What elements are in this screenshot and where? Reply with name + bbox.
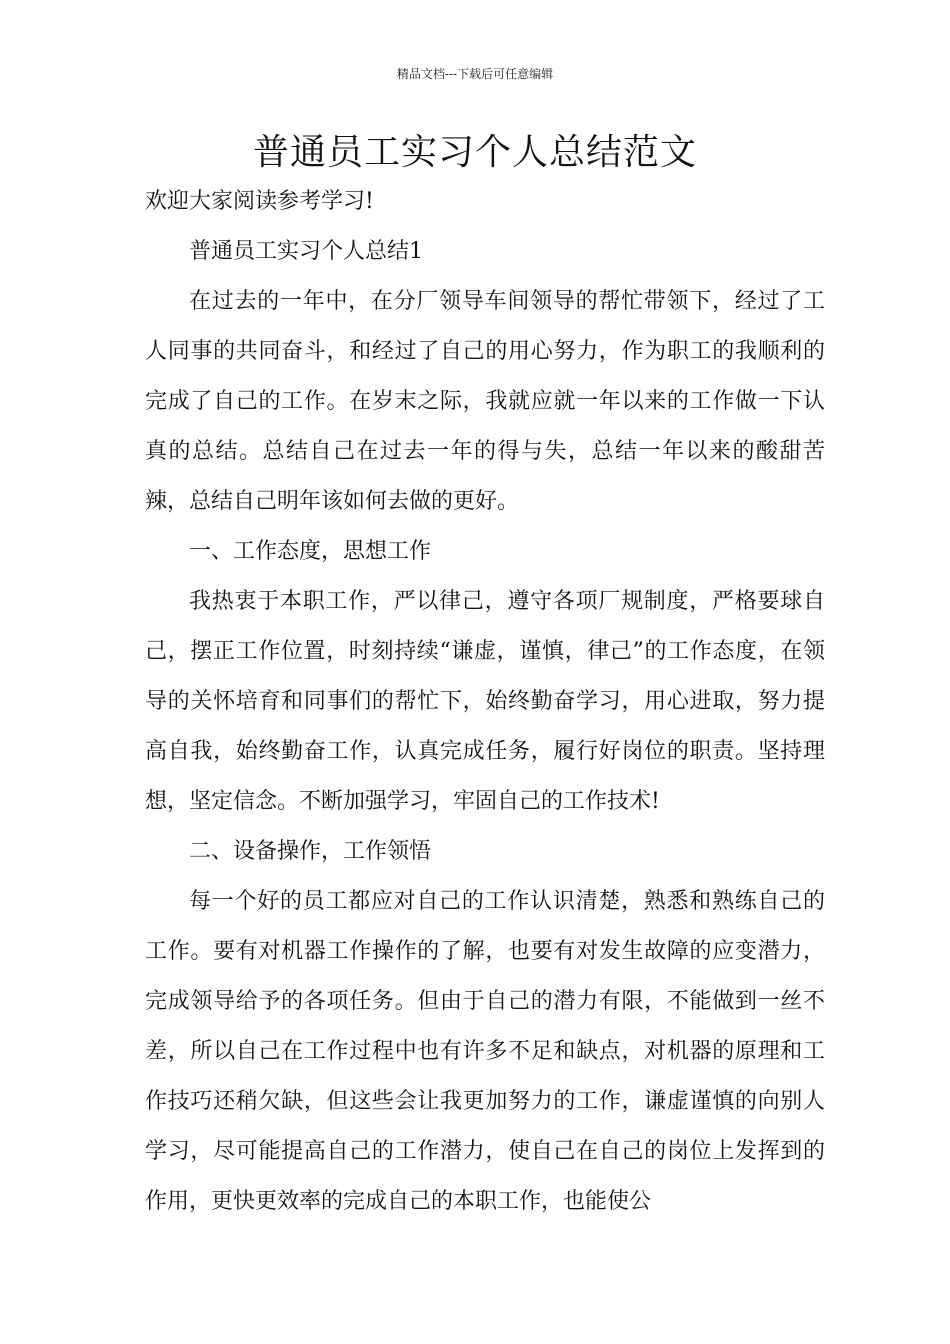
document-body xyxy=(145,177,825,1227)
section-heading-equipment: 二、设备操作，工作领悟 xyxy=(189,839,432,864)
section-heading-attitude: 一、工作态度，思想工作 xyxy=(189,539,432,564)
paragraph-intro: 在过去的一年中，在分厂领导车间领导的帮忙带领下，经过了工人同事的共同奋斗，和经过了自己的用心努力，作为职工的我顺利的完成了自己的工作。在岁末之际，我就应就一年以来的工作做一下认真的总结。总结自己在过去一年的得与失，总结一年以来的酸甜苦辣，总结自己明年该如何去做的更好。 xyxy=(145,289,825,514)
header-note: 精品文档---下载后可任意编辑 xyxy=(396,67,554,81)
paragraph-attitude: 我热衷于本职工作，严以律己，遵守各项厂规制度，严格要球自己，摆正工作位置，时刻持续“谦虚，谨慎，律己”的工作态度，在领导的关怀培育和同事们的帮忙下，始终勤奋学习，用心进取，努力提高自我，始终勤奋工作，认真完成任务，履行好岗位的职责。坚持理想，坚定信念。不断加强学习，牢固自己的工作技术! xyxy=(145,589,825,814)
paragraph-equipment: 每一个好的员工都应对自己的工作认识清楚，熟悉和熟练自己的工作。要有对机器工作操作的了解，也要有对发生故障的应变潜力，完成领导给予的各项任务。但由于自己的潜力有限，不能做到一丝不差，所以自己在工作过程中也有许多不足和缺点，对机器的原理和工作技巧还稍欠缺，但这些会让我更加努力的工作，谦虚谨慎的向别人学习，尽可能提高自己的工作潜力，使自己在自己的岗位上发挥到的作用，更快更效率的完成自己的本职工作，也能使公 xyxy=(145,889,825,1214)
document-title: 普通员工实习个人总结范文 xyxy=(252,132,697,173)
greeting-line: 欢迎大家阅读参考学习! xyxy=(145,189,374,214)
section-subtitle: 普通员工实习个人总结1 xyxy=(189,239,423,264)
